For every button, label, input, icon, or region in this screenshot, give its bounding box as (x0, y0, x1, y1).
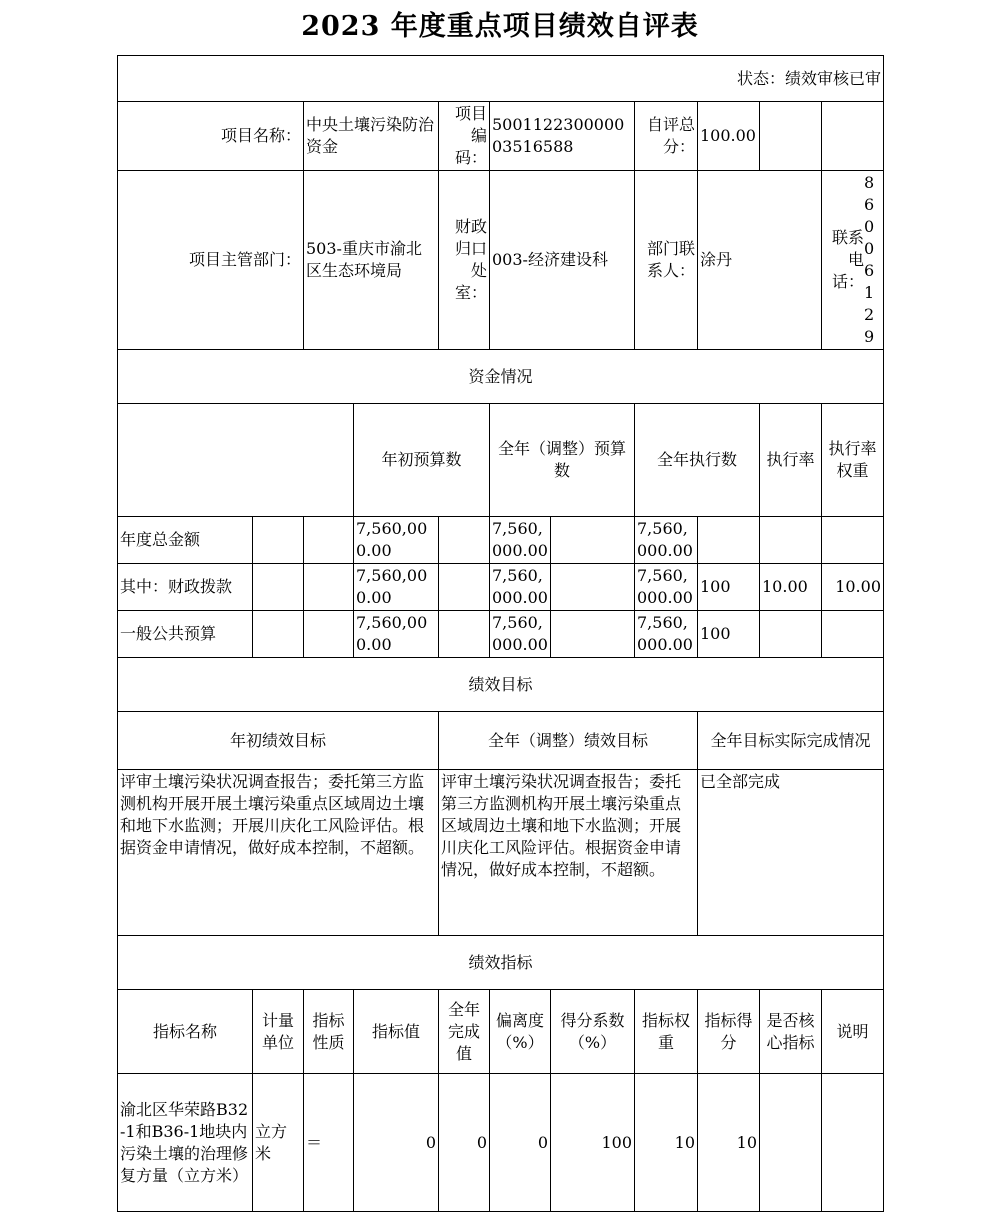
empty-cell (253, 517, 304, 564)
empty-cell (822, 102, 884, 171)
funds-initial: 7,560,000.00 (354, 517, 439, 564)
goals-header-adjusted: 全年（调整）绩效目标 (439, 712, 698, 770)
goals-adjusted-text: 评审土壤污染状况调查报告；委托第三方监测机构开展土壤污染重点区域周边土壤和地下水监测；开展川庆化工风险评估。根据资金申请情况，做好成本控制，不超额。 (439, 770, 698, 936)
empty-cell (551, 564, 635, 611)
empty-cell (304, 611, 354, 658)
project-name-label: 项目名称： (118, 102, 304, 171)
empty-cell (439, 517, 490, 564)
ind-header-deviation: 偏离度（%） (490, 990, 551, 1074)
phone-label: 联系电话： (831, 228, 864, 291)
funds-weight: 10.00 (760, 564, 822, 611)
empty-cell (118, 404, 354, 517)
office-value: 003-经济建设科 (490, 171, 635, 350)
office-label: 财政归口处室： (439, 171, 490, 350)
goals-header-actual: 全年目标实际完成情况 (698, 712, 884, 770)
funds-score (822, 517, 884, 564)
indicators-section-title: 绩效指标 (118, 936, 884, 990)
self-score-label: 自评总分： (635, 102, 698, 171)
funds-initial: 7,560,000.00 (354, 611, 439, 658)
ind-header-target: 指标值 (354, 990, 439, 1074)
funds-adjusted: 7,560,000.00 (490, 517, 551, 564)
empty-cell (253, 611, 304, 658)
funds-header-rate: 执行率 (760, 404, 822, 517)
goals-initial-text: 评审土壤污染状况调查报告；委托第三方监测机构开展开展土壤污染重点区域周边土壤和地下水监测；开展川庆化工风险评估。根据资金申请情况，做好成本控制，不超额。 (118, 770, 439, 936)
funds-row (118, 517, 884, 564)
contact-label: 部门联系人： (635, 171, 698, 350)
funds-initial: 7,560,000.00 (354, 564, 439, 611)
ind-name: 渝北区华荣路B32-1和B36-1地块内污染土壤的治理修复方量（立方米） (118, 1074, 253, 1212)
ind-header-name: 指标名称 (118, 990, 253, 1074)
empty-cell (551, 517, 635, 564)
ind-unit: 立方米 (253, 1074, 304, 1212)
phone-cell (822, 171, 884, 350)
funds-score: 10.00 (822, 564, 884, 611)
empty-cell (304, 517, 354, 564)
ind-header-completed: 全年完成值 (439, 990, 490, 1074)
ind-header-score: 指标得分 (698, 990, 760, 1074)
goals-section-title: 绩效目标 (118, 658, 884, 712)
funds-rate: 100 (698, 611, 760, 658)
funds-weight (760, 517, 822, 564)
ind-header-unit: 计量单位 (253, 990, 304, 1074)
ind-score: 10 (698, 1074, 760, 1212)
empty-cell (304, 564, 354, 611)
funds-header-executed: 全年执行数 (635, 404, 760, 517)
funds-row-label: 年度总金额 (118, 517, 253, 564)
ind-deviation: 0 (490, 1074, 551, 1212)
status-text: 状态：绩效审核已审 (118, 56, 884, 102)
page-title: 2023 年度重点项目绩效自评表 (301, 11, 699, 42)
project-code-value: 500112230000003516588 (490, 102, 635, 171)
ind-header-core: 是否核心指标 (760, 990, 822, 1074)
funds-row (118, 611, 884, 658)
goals-header-initial: 年初绩效目标 (118, 712, 439, 770)
funds-row-label: 一般公共预算 (118, 611, 253, 658)
funds-section-title: 资金情况 (118, 350, 884, 404)
empty-cell (439, 564, 490, 611)
ind-completed: 0 (439, 1074, 490, 1212)
project-name-value: 中央土壤污染防治资金 (304, 102, 439, 171)
ind-header-nature: 指标性质 (304, 990, 354, 1074)
funds-executed: 7,560,000.00 (635, 564, 698, 611)
funds-adjusted: 7,560,000.00 (490, 611, 551, 658)
project-code-label: 项目编码： (439, 102, 490, 171)
dept-label: 项目主管部门： (118, 171, 304, 350)
ind-header-weight: 指标权重 (635, 990, 698, 1074)
ind-coef: 100 (551, 1074, 635, 1212)
funds-row-label: 其中：财政拨款 (118, 564, 253, 611)
funds-executed: 7,560,000.00 (635, 611, 698, 658)
phone-value: 86006129 (864, 173, 875, 346)
ind-target: 0 (354, 1074, 439, 1212)
funds-header-initial: 年初预算数 (354, 404, 490, 517)
funds-executed: 7,560,000.00 (635, 517, 698, 564)
ind-core (760, 1074, 822, 1212)
funds-weight (760, 611, 822, 658)
ind-header-note: 说明 (822, 990, 884, 1074)
goals-actual-text: 已全部完成 (698, 770, 884, 936)
indicator-row (118, 1074, 884, 1212)
ind-weight: 10 (635, 1074, 698, 1212)
ind-header-coef: 得分系数（%） (551, 990, 635, 1074)
funds-adjusted: 7,560,000.00 (490, 564, 551, 611)
evaluation-table (117, 55, 884, 1212)
ind-nature: ＝ (304, 1074, 354, 1212)
ind-note (822, 1074, 884, 1212)
funds-rate (698, 517, 760, 564)
funds-header-weight: 执行率权重 (822, 404, 884, 517)
dept-value: 503-重庆市渝北区生态环境局 (304, 171, 439, 350)
funds-score (822, 611, 884, 658)
self-score-value: 100.00 (698, 102, 760, 171)
funds-rate: 100 (698, 564, 760, 611)
empty-cell (760, 102, 822, 171)
empty-cell (551, 611, 635, 658)
funds-row (118, 564, 884, 611)
contact-value: 涂丹 (698, 171, 822, 350)
funds-header-adjusted: 全年（调整）预算数 (490, 404, 635, 517)
empty-cell (439, 611, 490, 658)
empty-cell (253, 564, 304, 611)
